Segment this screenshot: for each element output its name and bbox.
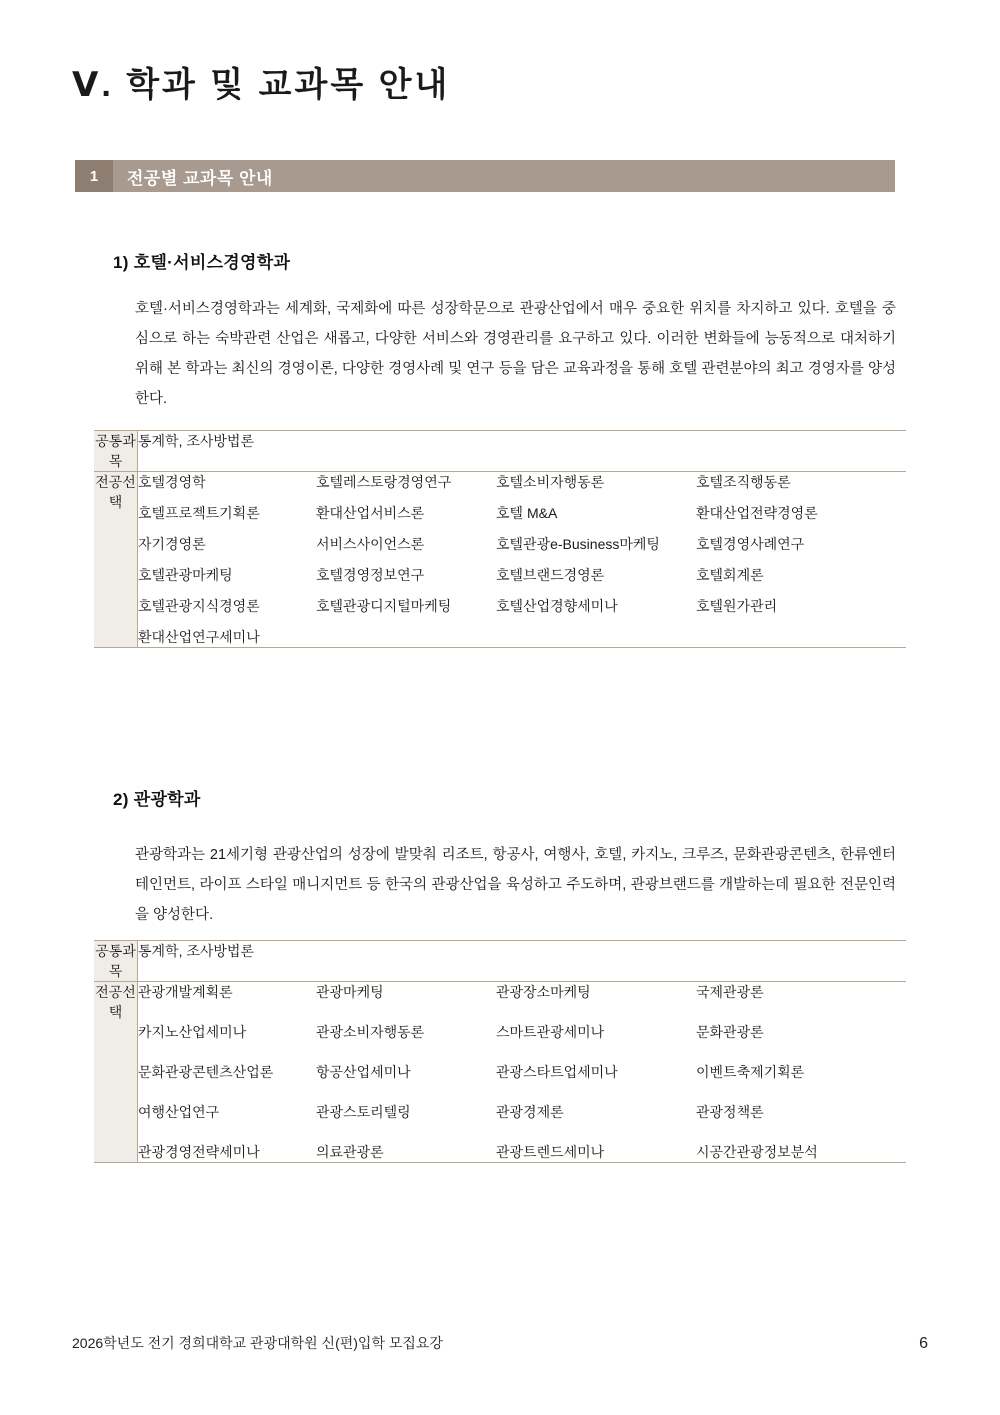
major-courses-label: 전공선택	[94, 472, 138, 648]
course-item: 호텔경영정보연구	[316, 567, 425, 583]
table-row	[94, 472, 906, 648]
course-grid	[138, 472, 906, 647]
course-item: 호텔 M&A	[496, 505, 558, 521]
program-description: 호텔·서비스경영학과는 세계화, 국제화에 따른 성장학문으로 관광산업에서 매우 중요한 위치를 차지하고 있다. 호텔을 중심으로 하는 숙박관련 산업은 새롭고, 다양한 서비스와 경영관리를 요구하고 있다. 이러한 변화들에 능동적으로 대처하기 위해 본 학과는 최신의 경영이론, 다양한 경영사례 및 연구 등을 담은 교육과정을 통해 호텔 관련분야의 최고 경영자를 양성한다.	[135, 301, 896, 407]
course-item: 항공산업세미나	[316, 1064, 411, 1080]
course-item: 관광트렌드세미나	[496, 1144, 605, 1160]
course-item: 시공간관광정보분석	[696, 1144, 818, 1160]
course-table	[94, 430, 906, 648]
course-item: 호텔소비자행동론	[496, 474, 605, 490]
course-item: 문화관광콘텐츠산업론	[138, 1064, 274, 1080]
course-item: 호텔원가관리	[696, 598, 778, 614]
course-item: 환대산업전략경영론	[696, 505, 818, 521]
course-item: 여행산업연구	[138, 1104, 220, 1120]
course-item: 관광소비자행동론	[316, 1024, 425, 1040]
table-row	[94, 982, 906, 1163]
major-courses-cell	[138, 982, 907, 1163]
course-item: 자기경영론	[138, 536, 206, 552]
course-item: 의료관광론	[316, 1144, 384, 1160]
course-item: 이벤트축제기획론	[696, 1064, 805, 1080]
course-item: 호텔경영학	[138, 474, 206, 490]
program-heading: 1) 호텔·서비스경영학과	[113, 253, 291, 272]
major-courses-cell	[138, 472, 907, 648]
course-item: 관광스토리텔링	[316, 1104, 411, 1120]
course-item: 환대산업연구세미나	[138, 629, 260, 645]
course-item: 문화관광론	[696, 1024, 764, 1040]
common-courses-value: 통계학, 조사방법론	[138, 941, 907, 982]
page-title: Ⅴ. 학과 및 교과목 안내	[72, 66, 451, 104]
course-grid	[138, 982, 906, 1162]
course-item: 스마트관광세미나	[496, 1024, 605, 1040]
major-courses-label: 전공선택	[94, 982, 138, 1163]
page-number: 6	[919, 1335, 928, 1352]
course-item: 환대산업서비스론	[316, 505, 425, 521]
table-row	[94, 431, 906, 472]
course-item: 호텔관광지식경영론	[138, 598, 260, 614]
course-item: 국제관광론	[696, 984, 764, 1000]
course-item: 호텔브랜드경영론	[496, 567, 605, 583]
course-table	[94, 940, 906, 1163]
page-footer	[72, 1333, 928, 1353]
common-courses-label: 공통과목	[94, 431, 138, 472]
footer-text: 2026학년도 전기 경희대학교 관광대학원 신(편)입학 모집요강	[72, 1335, 443, 1351]
course-item: 호텔경영사례연구	[696, 536, 805, 552]
course-item: 호텔산업경향세미나	[496, 598, 618, 614]
course-item: 관광마케팅	[316, 984, 384, 1000]
course-item: 관광스타트업세미나	[496, 1064, 618, 1080]
course-item: 관광장소마케팅	[496, 984, 591, 1000]
course-item: 호텔레스토랑경영연구	[316, 474, 452, 490]
course-item: 관광개발계획론	[138, 984, 233, 1000]
program-description: 관광학과는 21세기형 관광산업의 성장에 발맞춰 리조트, 항공사, 여행사, 호텔, 카지노, 크루즈, 문화관광콘텐츠, 한류엔터테인먼트, 라이프 스타일 매니지먼트 등 한국의 관광산업을 육성하고 주도하며, 관광브랜드를 개발하는데 필요한 전문인력을 양성한다.	[135, 847, 896, 923]
course-item: 호텔프로젝트기획론	[138, 505, 260, 521]
course-item: 호텔조직행동론	[696, 474, 791, 490]
section-number: 1	[75, 160, 113, 192]
course-item: 관광경영전략세미나	[138, 1144, 260, 1160]
course-item: 관광정책론	[696, 1104, 764, 1120]
course-item: 카지노산업세미나	[138, 1024, 247, 1040]
section-title: 전공별 교과목 안내	[127, 168, 273, 188]
course-item: 관광경제론	[496, 1104, 564, 1120]
program-heading: 2) 관광학과	[113, 790, 201, 809]
table-row	[94, 941, 906, 982]
section-header-bar	[75, 160, 895, 192]
course-item: 호텔관광디지털마케팅	[316, 598, 452, 614]
course-item: 서비스사이언스론	[316, 536, 425, 552]
course-item: 호텔관광마케팅	[138, 567, 233, 583]
course-item: 호텔관광e-Business마케팅	[496, 536, 660, 552]
course-item: 호텔회계론	[696, 567, 764, 583]
common-courses-value: 통계학, 조사방법론	[138, 431, 907, 472]
common-courses-label: 공통과목	[94, 941, 138, 982]
